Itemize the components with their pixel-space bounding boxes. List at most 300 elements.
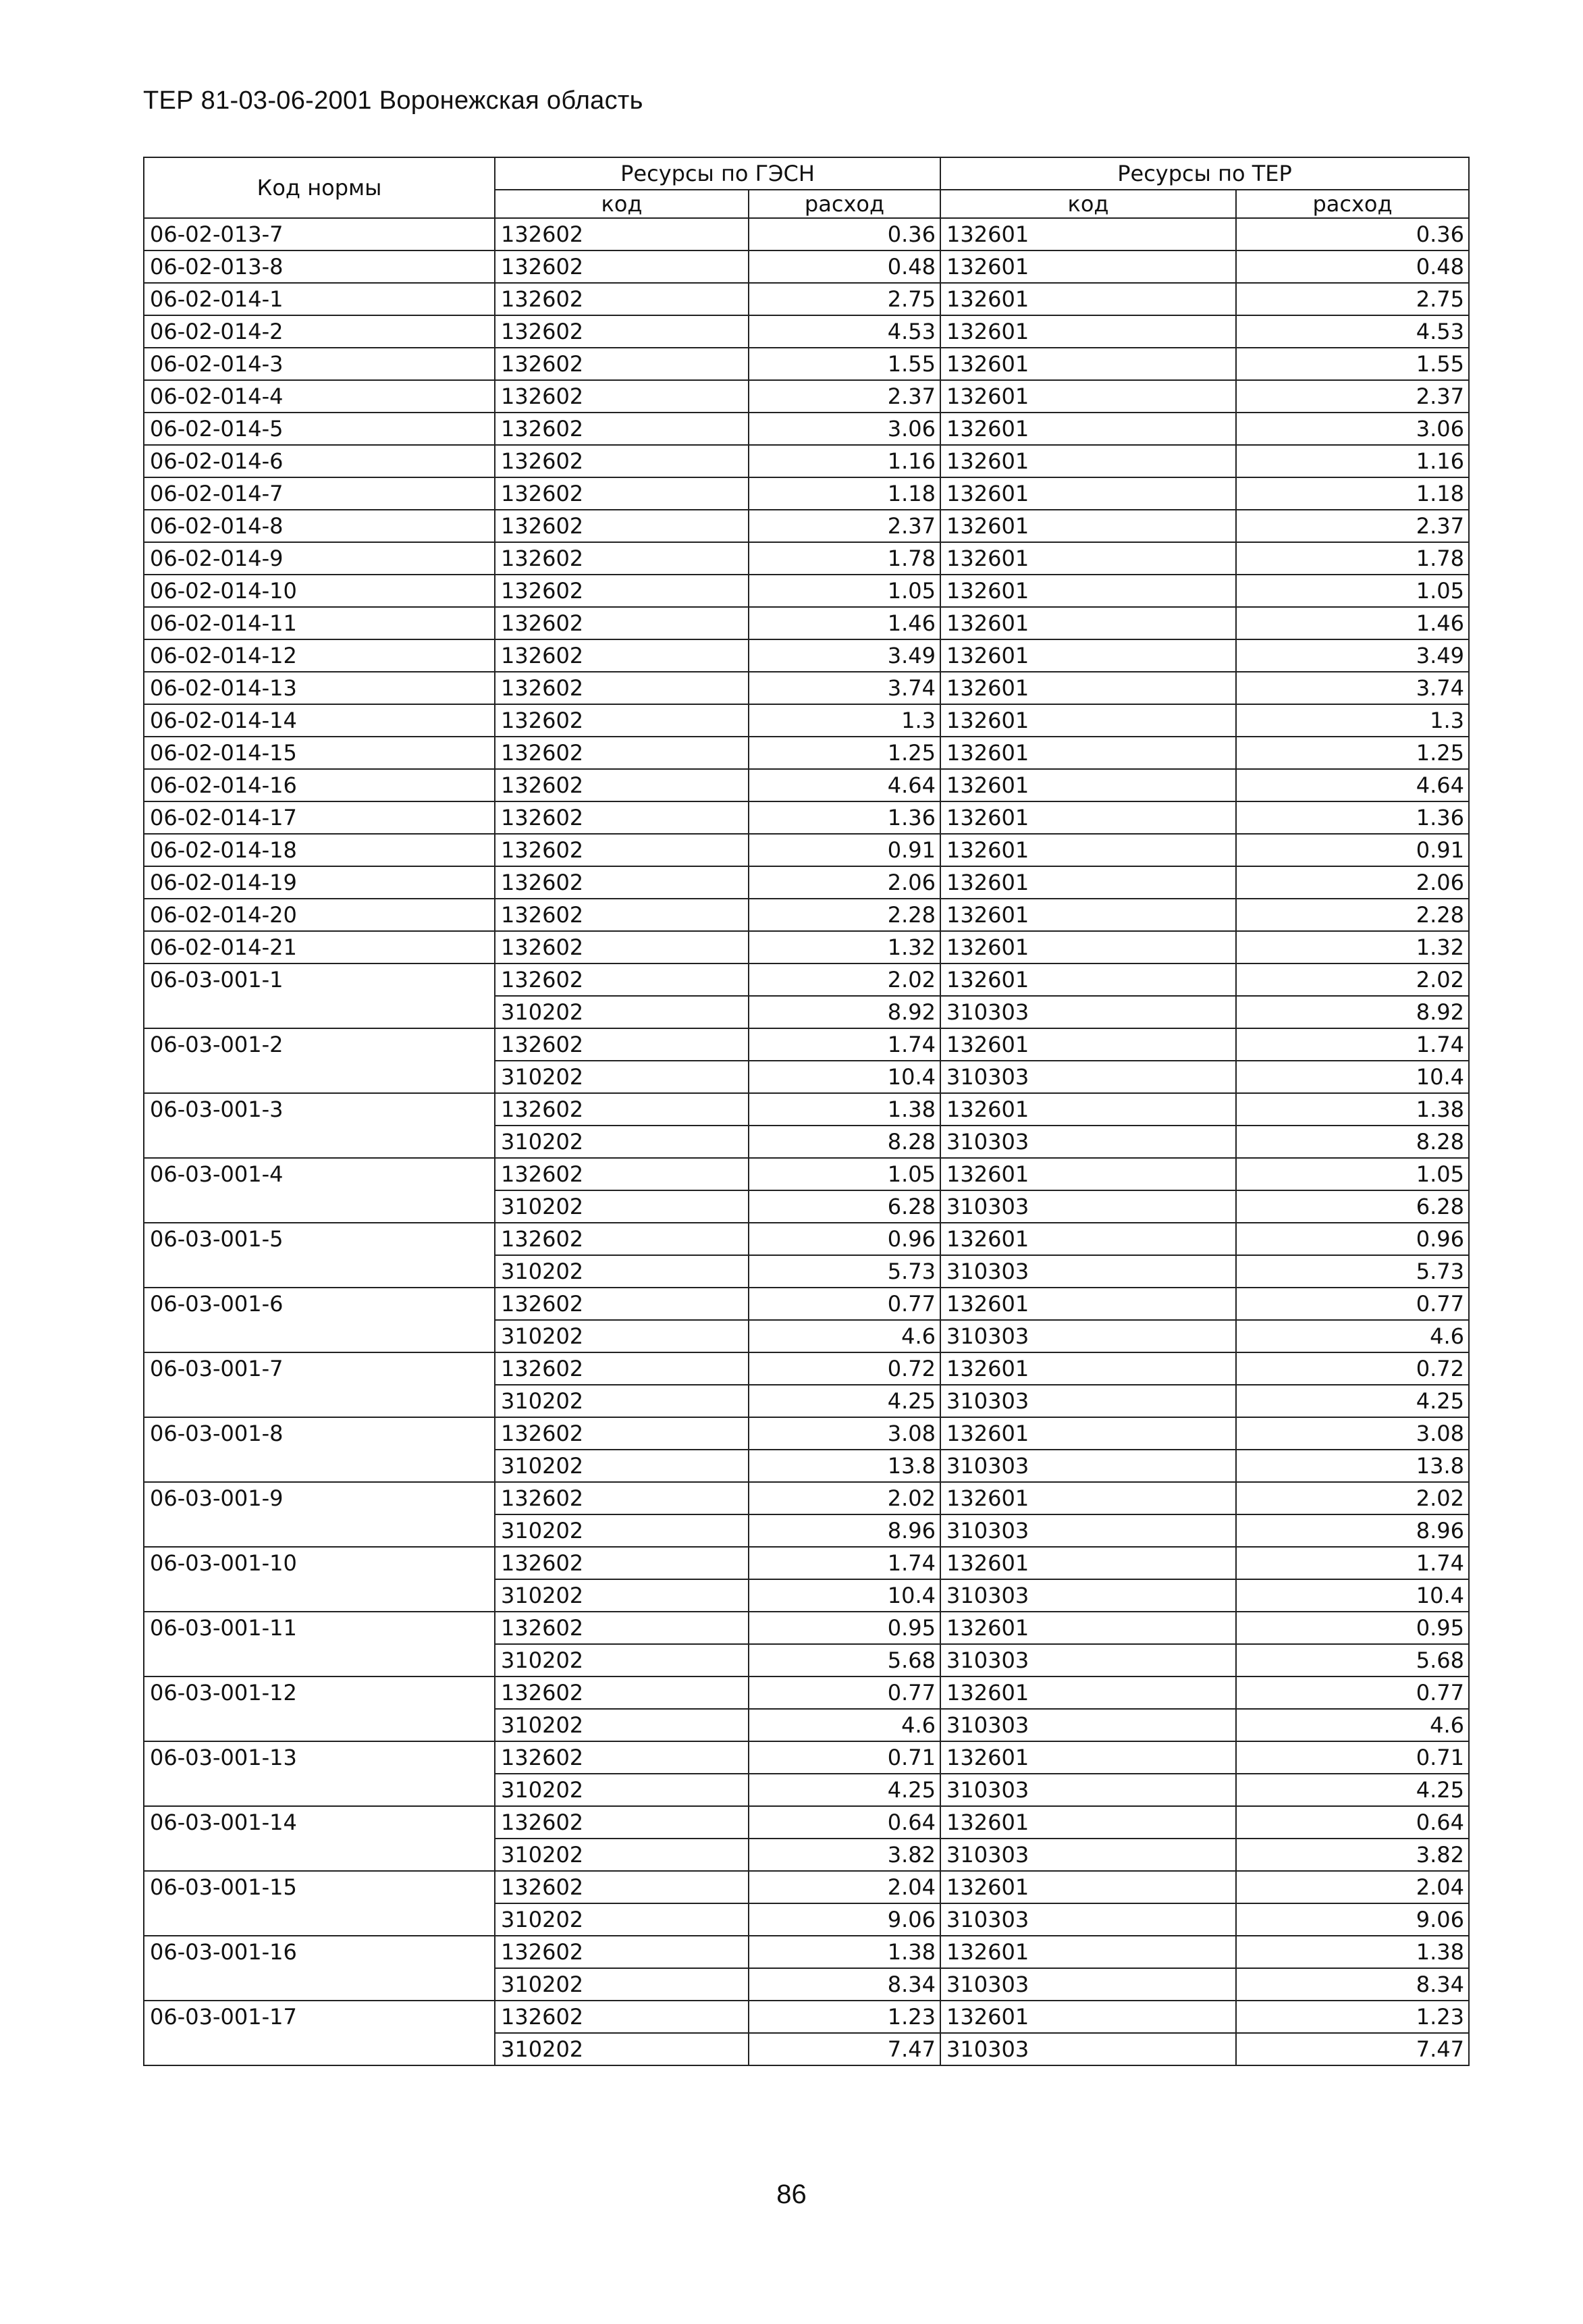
table-row (144, 1936, 1469, 1968)
table-row (144, 1612, 1469, 1644)
header-ter-consumption: расход (1236, 190, 1469, 218)
norm-code-cell: 06-02-014-14 (144, 704, 495, 737)
ter-consumption-cell: 1.74 (1236, 1028, 1469, 1061)
gesn-consumption-cell: 0.95 (749, 1612, 940, 1644)
gesn-code-cell: 132602 (495, 737, 749, 769)
ter-consumption-cell: 1.32 (1236, 931, 1469, 963)
ter-consumption-cell: 1.05 (1236, 1158, 1469, 1190)
ter-consumption-cell: 0.64 (1236, 1806, 1469, 1839)
norm-code-cell: 06-03-001-5 (144, 1223, 495, 1288)
gesn-code-cell: 310202 (495, 1579, 749, 1612)
ter-consumption-cell: 10.4 (1236, 1061, 1469, 1093)
ter-consumption-cell: 4.64 (1236, 769, 1469, 801)
ter-code-cell: 132601 (940, 510, 1236, 542)
table-row (144, 672, 1469, 704)
ter-consumption-cell: 8.96 (1236, 1514, 1469, 1547)
gesn-code-cell: 310202 (495, 1839, 749, 1871)
gesn-code-cell: 132602 (495, 542, 749, 575)
ter-code-cell: 132601 (940, 1547, 1236, 1579)
ter-code-cell: 132601 (940, 899, 1236, 931)
norm-code-cell: 06-02-014-18 (144, 834, 495, 866)
gesn-code-cell: 132602 (495, 769, 749, 801)
ter-consumption-cell: 3.74 (1236, 672, 1469, 704)
ter-code-cell: 132601 (940, 737, 1236, 769)
ter-consumption-cell: 0.91 (1236, 834, 1469, 866)
header-gesn-resources: Ресурсы по ГЭСН (495, 157, 940, 190)
ter-code-cell: 132601 (940, 348, 1236, 380)
table-row (144, 380, 1469, 413)
gesn-consumption-cell: 3.08 (749, 1417, 940, 1450)
gesn-consumption-cell: 4.25 (749, 1774, 940, 1806)
table-row (144, 510, 1469, 542)
ter-consumption-cell: 6.28 (1236, 1190, 1469, 1223)
gesn-code-cell: 132602 (495, 834, 749, 866)
gesn-code-cell: 132602 (495, 931, 749, 963)
ter-consumption-cell: 0.72 (1236, 1352, 1469, 1385)
norm-code-cell: 06-02-014-19 (144, 866, 495, 899)
gesn-code-cell: 310202 (495, 1450, 749, 1482)
table-body (144, 218, 1469, 2065)
gesn-code-cell: 310202 (495, 1903, 749, 1936)
table-row (144, 445, 1469, 477)
table-row (144, 1288, 1469, 1320)
ter-code-cell: 132601 (940, 769, 1236, 801)
table-row (144, 348, 1469, 380)
ter-code-cell: 132601 (940, 477, 1236, 510)
ter-code-cell: 132601 (940, 1612, 1236, 1644)
norm-code-cell: 06-03-001-14 (144, 1806, 495, 1871)
norm-code-cell: 06-02-014-6 (144, 445, 495, 477)
ter-code-cell: 132601 (940, 218, 1236, 250)
gesn-code-cell: 310202 (495, 1320, 749, 1352)
table-row (144, 834, 1469, 866)
ter-consumption-cell: 2.02 (1236, 963, 1469, 996)
gesn-code-cell: 132602 (495, 510, 749, 542)
table-row (144, 704, 1469, 737)
norm-code-cell: 06-03-001-13 (144, 1741, 495, 1806)
ter-consumption-cell: 1.23 (1236, 2001, 1469, 2033)
ter-code-cell: 310303 (940, 1968, 1236, 2001)
gesn-code-cell: 132602 (495, 1482, 749, 1514)
table-row (144, 1482, 1469, 1514)
ter-consumption-cell: 0.48 (1236, 250, 1469, 283)
gesn-code-cell: 132602 (495, 250, 749, 283)
table-row (144, 607, 1469, 639)
norm-code-cell: 06-03-001-4 (144, 1158, 495, 1223)
gesn-consumption-cell: 1.25 (749, 737, 940, 769)
gesn-consumption-cell: 1.78 (749, 542, 940, 575)
gesn-code-cell: 132602 (495, 1547, 749, 1579)
ter-code-cell: 132601 (940, 704, 1236, 737)
gesn-code-cell: 132602 (495, 348, 749, 380)
gesn-consumption-cell: 3.49 (749, 639, 940, 672)
ter-code-cell: 132601 (940, 250, 1236, 283)
gesn-consumption-cell: 2.04 (749, 1871, 940, 1903)
norm-code-cell: 06-02-014-16 (144, 769, 495, 801)
ter-code-cell: 310303 (940, 1644, 1236, 1676)
header-gesn-code: код (495, 190, 749, 218)
ter-consumption-cell: 1.3 (1236, 704, 1469, 737)
gesn-code-cell: 132602 (495, 1936, 749, 1968)
gesn-consumption-cell: 1.3 (749, 704, 940, 737)
ter-code-cell: 132601 (940, 672, 1236, 704)
table-row (144, 218, 1469, 250)
ter-consumption-cell: 5.73 (1236, 1255, 1469, 1288)
norm-code-cell: 06-02-014-20 (144, 899, 495, 931)
ter-code-cell: 132601 (940, 445, 1236, 477)
gesn-consumption-cell: 1.38 (749, 1936, 940, 1968)
gesn-code-cell: 132602 (495, 1223, 749, 1255)
ter-consumption-cell: 8.92 (1236, 996, 1469, 1028)
ter-code-cell: 132601 (940, 1676, 1236, 1709)
ter-consumption-cell: 2.06 (1236, 866, 1469, 899)
norm-code-cell: 06-02-014-3 (144, 348, 495, 380)
gesn-consumption-cell: 1.36 (749, 801, 940, 834)
gesn-consumption-cell: 0.64 (749, 1806, 940, 1839)
table-row (144, 250, 1469, 283)
norm-code-cell: 06-02-014-10 (144, 575, 495, 607)
norm-code-cell: 06-02-014-2 (144, 315, 495, 348)
gesn-code-cell: 132602 (495, 1871, 749, 1903)
table-row (144, 639, 1469, 672)
ter-code-cell: 132601 (940, 834, 1236, 866)
gesn-code-cell: 132602 (495, 413, 749, 445)
gesn-consumption-cell: 1.05 (749, 575, 940, 607)
ter-consumption-cell: 2.37 (1236, 510, 1469, 542)
gesn-consumption-cell: 0.91 (749, 834, 940, 866)
table-row (144, 1158, 1469, 1190)
gesn-code-cell: 132602 (495, 445, 749, 477)
table-row (144, 575, 1469, 607)
gesn-consumption-cell: 5.68 (749, 1644, 940, 1676)
table-row (144, 1741, 1469, 1774)
gesn-consumption-cell: 2.75 (749, 283, 940, 315)
norm-code-cell: 06-02-014-11 (144, 607, 495, 639)
gesn-code-cell: 132602 (495, 1612, 749, 1644)
ter-consumption-cell: 2.75 (1236, 283, 1469, 315)
ter-code-cell: 132601 (940, 1936, 1236, 1968)
ter-code-cell: 132601 (940, 380, 1236, 413)
table-row (144, 1028, 1469, 1061)
ter-consumption-cell: 3.06 (1236, 413, 1469, 445)
gesn-consumption-cell: 4.6 (749, 1709, 940, 1741)
ter-code-cell: 132601 (940, 866, 1236, 899)
norm-code-cell: 06-03-001-16 (144, 1936, 495, 2001)
ter-code-cell: 132601 (940, 2001, 1236, 2033)
gesn-consumption-cell: 4.64 (749, 769, 940, 801)
ter-code-cell: 132601 (940, 963, 1236, 996)
ter-consumption-cell: 8.34 (1236, 1968, 1469, 2001)
gesn-consumption-cell: 10.4 (749, 1061, 940, 1093)
gesn-consumption-cell: 9.06 (749, 1903, 940, 1936)
ter-consumption-cell: 4.6 (1236, 1709, 1469, 1741)
norm-code-cell: 06-02-013-8 (144, 250, 495, 283)
gesn-consumption-cell: 0.77 (749, 1288, 940, 1320)
norm-code-cell: 06-03-001-7 (144, 1352, 495, 1417)
ter-consumption-cell: 1.18 (1236, 477, 1469, 510)
ter-consumption-cell: 3.82 (1236, 1839, 1469, 1871)
ter-consumption-cell: 1.05 (1236, 575, 1469, 607)
gesn-code-cell: 132602 (495, 1676, 749, 1709)
gesn-code-cell: 310202 (495, 996, 749, 1028)
ter-code-cell: 310303 (940, 1709, 1236, 1741)
gesn-consumption-cell: 13.8 (749, 1450, 940, 1482)
gesn-code-cell: 310202 (495, 1255, 749, 1288)
gesn-code-cell: 132602 (495, 1093, 749, 1126)
table-row (144, 283, 1469, 315)
ter-consumption-cell: 0.77 (1236, 1676, 1469, 1709)
norm-code-cell: 06-02-014-5 (144, 413, 495, 445)
header-ter-code: код (940, 190, 1236, 218)
gesn-code-cell: 310202 (495, 1709, 749, 1741)
gesn-consumption-cell: 1.16 (749, 445, 940, 477)
norm-code-cell: 06-03-001-9 (144, 1482, 495, 1547)
gesn-consumption-cell: 8.28 (749, 1126, 940, 1158)
ter-consumption-cell: 4.53 (1236, 315, 1469, 348)
ter-code-cell: 132601 (940, 413, 1236, 445)
ter-consumption-cell: 1.25 (1236, 737, 1469, 769)
table-row (144, 477, 1469, 510)
gesn-consumption-cell: 0.72 (749, 1352, 940, 1385)
ter-consumption-cell: 0.96 (1236, 1223, 1469, 1255)
ter-code-cell: 132601 (940, 1158, 1236, 1190)
ter-consumption-cell: 1.38 (1236, 1936, 1469, 1968)
gesn-code-cell: 132602 (495, 2001, 749, 2033)
gesn-code-cell: 310202 (495, 1190, 749, 1223)
gesn-consumption-cell: 1.18 (749, 477, 940, 510)
ter-code-cell: 310303 (940, 1255, 1236, 1288)
ter-code-cell: 310303 (940, 1579, 1236, 1612)
gesn-consumption-cell: 2.02 (749, 1482, 940, 1514)
table-row (144, 899, 1469, 931)
gesn-code-cell: 132602 (495, 704, 749, 737)
norm-code-cell: 06-03-001-17 (144, 2001, 495, 2065)
ter-consumption-cell: 4.25 (1236, 1774, 1469, 1806)
gesn-code-cell: 132602 (495, 1741, 749, 1774)
ter-code-cell: 310303 (940, 1061, 1236, 1093)
gesn-code-cell: 310202 (495, 1385, 749, 1417)
gesn-code-cell: 132602 (495, 1028, 749, 1061)
resources-table (143, 157, 1470, 2066)
gesn-consumption-cell: 1.32 (749, 931, 940, 963)
ter-code-cell: 132601 (940, 315, 1236, 348)
ter-consumption-cell: 1.36 (1236, 801, 1469, 834)
norm-code-cell: 06-02-014-13 (144, 672, 495, 704)
gesn-code-cell: 132602 (495, 963, 749, 996)
table-row (144, 1806, 1469, 1839)
ter-code-cell: 310303 (940, 996, 1236, 1028)
gesn-consumption-cell: 0.36 (749, 218, 940, 250)
norm-code-cell: 06-02-014-12 (144, 639, 495, 672)
ter-consumption-cell: 2.37 (1236, 380, 1469, 413)
gesn-code-cell: 310202 (495, 2033, 749, 2065)
ter-consumption-cell: 5.68 (1236, 1644, 1469, 1676)
gesn-code-cell: 132602 (495, 1417, 749, 1450)
ter-code-cell: 132601 (940, 542, 1236, 575)
gesn-code-cell: 132602 (495, 283, 749, 315)
ter-code-cell: 132601 (940, 1806, 1236, 1839)
gesn-consumption-cell: 0.77 (749, 1676, 940, 1709)
gesn-consumption-cell: 8.92 (749, 996, 940, 1028)
ter-code-cell: 132601 (940, 283, 1236, 315)
ter-consumption-cell: 2.28 (1236, 899, 1469, 931)
ter-code-cell: 132601 (940, 1352, 1236, 1385)
ter-consumption-cell: 2.02 (1236, 1482, 1469, 1514)
ter-consumption-cell: 1.46 (1236, 607, 1469, 639)
ter-code-cell: 132601 (940, 607, 1236, 639)
ter-consumption-cell: 2.04 (1236, 1871, 1469, 1903)
ter-code-cell: 132601 (940, 1223, 1236, 1255)
table-row (144, 315, 1469, 348)
gesn-code-cell: 310202 (495, 1774, 749, 1806)
norm-code-cell: 06-02-014-8 (144, 510, 495, 542)
ter-code-cell: 310303 (940, 1126, 1236, 1158)
table-header-row (144, 157, 1469, 190)
gesn-consumption-cell: 1.74 (749, 1547, 940, 1579)
norm-code-cell: 06-02-014-7 (144, 477, 495, 510)
gesn-code-cell: 132602 (495, 672, 749, 704)
norm-code-cell: 06-03-001-1 (144, 963, 495, 1028)
norm-code-cell: 06-02-014-9 (144, 542, 495, 575)
gesn-code-cell: 132602 (495, 1158, 749, 1190)
gesn-code-cell: 132602 (495, 380, 749, 413)
table-row (144, 737, 1469, 769)
ter-code-cell: 132601 (940, 1871, 1236, 1903)
gesn-code-cell: 132602 (495, 899, 749, 931)
gesn-code-cell: 132602 (495, 607, 749, 639)
ter-consumption-cell: 9.06 (1236, 1903, 1469, 1936)
gesn-consumption-cell: 1.23 (749, 2001, 940, 2033)
gesn-consumption-cell: 1.05 (749, 1158, 940, 1190)
header-norm-code: Код нормы (144, 157, 495, 218)
norm-code-cell: 06-02-014-4 (144, 380, 495, 413)
ter-consumption-cell: 10.4 (1236, 1579, 1469, 1612)
gesn-code-cell: 132602 (495, 801, 749, 834)
ter-consumption-cell: 0.36 (1236, 218, 1469, 250)
norm-code-cell: 06-03-001-15 (144, 1871, 495, 1936)
gesn-code-cell: 132602 (495, 575, 749, 607)
gesn-consumption-cell: 5.73 (749, 1255, 940, 1288)
table-row (144, 1676, 1469, 1709)
gesn-consumption-cell: 0.48 (749, 250, 940, 283)
ter-consumption-cell: 7.47 (1236, 2033, 1469, 2065)
ter-consumption-cell: 1.55 (1236, 348, 1469, 380)
table-row (144, 1093, 1469, 1126)
ter-consumption-cell: 0.71 (1236, 1741, 1469, 1774)
norm-code-cell: 06-03-001-11 (144, 1612, 495, 1676)
gesn-consumption-cell: 2.02 (749, 963, 940, 996)
ter-code-cell: 310303 (940, 1190, 1236, 1223)
norm-code-cell: 06-03-001-12 (144, 1676, 495, 1741)
ter-consumption-cell: 1.38 (1236, 1093, 1469, 1126)
ter-consumption-cell: 4.6 (1236, 1320, 1469, 1352)
ter-consumption-cell: 1.78 (1236, 542, 1469, 575)
ter-code-cell: 310303 (940, 1774, 1236, 1806)
ter-code-cell: 310303 (940, 2033, 1236, 2065)
gesn-consumption-cell: 1.55 (749, 348, 940, 380)
gesn-consumption-cell: 0.71 (749, 1741, 940, 1774)
gesn-code-cell: 132602 (495, 218, 749, 250)
gesn-consumption-cell: 4.53 (749, 315, 940, 348)
gesn-consumption-cell: 7.47 (749, 2033, 940, 2065)
ter-code-cell: 132601 (940, 1417, 1236, 1450)
ter-code-cell: 310303 (940, 1903, 1236, 1936)
ter-code-cell: 310303 (940, 1320, 1236, 1352)
header-gesn-consumption: расход (749, 190, 940, 218)
gesn-consumption-cell: 1.46 (749, 607, 940, 639)
table-row (144, 542, 1469, 575)
ter-consumption-cell: 0.95 (1236, 1612, 1469, 1644)
gesn-consumption-cell: 3.82 (749, 1839, 940, 1871)
ter-consumption-cell: 3.49 (1236, 639, 1469, 672)
ter-consumption-cell: 8.28 (1236, 1126, 1469, 1158)
ter-code-cell: 132601 (940, 801, 1236, 834)
gesn-code-cell: 310202 (495, 1644, 749, 1676)
norm-code-cell: 06-03-001-6 (144, 1288, 495, 1352)
table-row (144, 931, 1469, 963)
table-row (144, 1547, 1469, 1579)
gesn-consumption-cell: 8.96 (749, 1514, 940, 1547)
ter-code-cell: 132601 (940, 1093, 1236, 1126)
ter-code-cell: 132601 (940, 1028, 1236, 1061)
norm-code-cell: 06-02-013-7 (144, 218, 495, 250)
ter-consumption-cell: 3.08 (1236, 1417, 1469, 1450)
gesn-consumption-cell: 1.74 (749, 1028, 940, 1061)
ter-code-cell: 310303 (940, 1514, 1236, 1547)
gesn-consumption-cell: 2.37 (749, 510, 940, 542)
table-row (144, 1352, 1469, 1385)
table-row (144, 413, 1469, 445)
ter-consumption-cell: 0.77 (1236, 1288, 1469, 1320)
ter-consumption-cell: 1.16 (1236, 445, 1469, 477)
gesn-code-cell: 132602 (495, 477, 749, 510)
gesn-consumption-cell: 10.4 (749, 1579, 940, 1612)
page-number: 86 (776, 2180, 807, 2209)
norm-code-cell: 06-02-014-15 (144, 737, 495, 769)
norm-code-cell: 06-03-001-10 (144, 1547, 495, 1612)
table-row (144, 963, 1469, 996)
gesn-code-cell: 310202 (495, 1126, 749, 1158)
norm-code-cell: 06-02-014-1 (144, 283, 495, 315)
document-title: ТЕР 81-03-06-2001 Воронежская область (143, 86, 643, 115)
header-ter-resources: Ресурсы по ТЕР (940, 157, 1469, 190)
table-row (144, 2001, 1469, 2033)
gesn-consumption-cell: 1.38 (749, 1093, 940, 1126)
gesn-code-cell: 132602 (495, 1352, 749, 1385)
gesn-code-cell: 132602 (495, 866, 749, 899)
gesn-consumption-cell: 3.06 (749, 413, 940, 445)
gesn-code-cell: 310202 (495, 1968, 749, 2001)
norm-code-cell: 06-02-014-17 (144, 801, 495, 834)
ter-code-cell: 132601 (940, 1482, 1236, 1514)
gesn-code-cell: 132602 (495, 315, 749, 348)
norm-code-cell: 06-03-001-3 (144, 1093, 495, 1158)
gesn-code-cell: 132602 (495, 1806, 749, 1839)
gesn-consumption-cell: 2.28 (749, 899, 940, 931)
ter-code-cell: 310303 (940, 1839, 1236, 1871)
ter-consumption-cell: 1.74 (1236, 1547, 1469, 1579)
table-row (144, 1871, 1469, 1903)
table-row (144, 1417, 1469, 1450)
gesn-consumption-cell: 0.96 (749, 1223, 940, 1255)
ter-code-cell: 132601 (940, 639, 1236, 672)
gesn-consumption-cell: 2.06 (749, 866, 940, 899)
gesn-consumption-cell: 6.28 (749, 1190, 940, 1223)
table-row (144, 801, 1469, 834)
ter-code-cell: 310303 (940, 1450, 1236, 1482)
gesn-consumption-cell: 8.34 (749, 1968, 940, 2001)
norm-code-cell: 06-02-014-21 (144, 931, 495, 963)
